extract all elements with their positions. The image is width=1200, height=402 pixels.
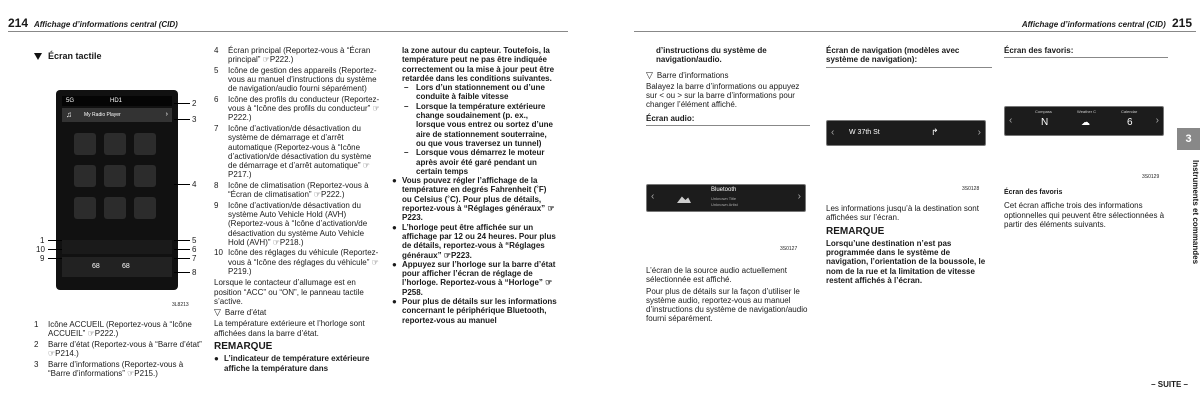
app-tile [134,165,156,187]
leader-line [174,119,190,120]
list-item: 10 Icône des réglages du véhicule (Reportez-vous à “Icône des réglages du véhicule” ☞P219.) [214,248,379,276]
list-item: 1 Icône ACCUEIL (Reportez-vous à “Icône ACCUEIL” ☞P222.) [34,320,192,339]
list-item: 5 Icône de gestion des appareils (Reportez-vous au manuel d’instructions du système de navigation/audio fourni séparément) [214,65,377,94]
list-item: 6 Icône des profils du conducteur (Reportez-vous à “Icône des profils du conducteur” ☞P222.) [214,94,380,123]
fav-caption: Écran des favoris [1004,189,1063,196]
right-col-2 [826,46,992,68]
nav-screen [826,120,986,146]
right-col-3-bottom [1004,188,1168,229]
remarque-heading: REMARQUE [214,341,273,353]
chevron-left-icon: ‹ [651,191,655,202]
audio-title: Bluetooth [711,187,737,193]
audio-heading: Écran audio: [646,114,810,126]
bullet-item: ● Appuyez sur l’horloge sur la barre d’état pour afficher l’écran de réglage de l’horloge. Reportez-vous à “Horloge” ☞P258. [392,259,556,297]
left-col-1 [34,52,202,61]
bluetooth-continued: d’instructions du système de navigation/audio. [656,46,767,65]
audio-screen [646,184,806,212]
leader-line [174,249,190,250]
info-bar [62,108,172,122]
nav-figure [826,110,992,194]
status-signal: 5G [66,98,75,104]
dash-item: – Lors d’un stationnement ou d’une conduite à faible vitesse [404,83,545,102]
audio-line1: Unknown Title [711,196,737,201]
callout-10: 10 [36,245,45,254]
leader-line [48,249,62,250]
status-bar-text: La température extérieure et l’horloge sont affichées dans la barre d’état. [214,319,365,338]
weather-icon: ☁ [1081,117,1090,127]
chevron-left-icon: ‹ [831,127,835,138]
bullet-item: ● Vous pouvez régler l’affichage de la température en degrés Fahrenheit (˚F) ou Celsius (˚C). Pour plus de détails, reportez-vous à “Réglages généraux” ☞P223. [392,176,555,223]
climate-bar [62,257,172,277]
callout-8: 8 [192,268,197,277]
leader-line [174,184,190,185]
info-bar-text: Balayez la barre d’informations ou appuyez sur < ou > sur la barre d’informations pour changer l’élément affiché. [646,81,800,110]
dash-item: – Lorsque vous démarrez le moteur après avoir été garé pendant un certain temps [404,148,545,176]
fav-heading: Écran des favoris: [1004,46,1168,58]
remarque-bullet: ● L’indicateur de température extérieure affiche la température dans [214,354,370,373]
fav-label-1: Compass [1035,109,1052,114]
callout-7: 7 [192,254,197,263]
status-bar [62,96,172,106]
list-item: 9 Icône d’activation/de désactivation du système Auto Vehicle Hold (AVH) (Reportez-vous à “Icône d’activation/de désactivation du système Auto Vehicle Hold (AVH)” ☞P218.) [214,200,368,247]
callout-2: 2 [192,99,197,108]
chevron-right-icon: › [977,127,981,138]
bullet-item: ● L’horloge peut être affichée sur un affichage par 12 ou 24 heures. Pour plus de détails, reportez-vous à “Réglages généraux” ☞P223. [392,222,556,260]
remarque-continued: la zone autour du capteur. Toutefois, la température peut ne pas être indiquée correctement ou la mise à jour peut être retardée dans les conditions suivantes. [402,46,555,83]
leader-line [174,240,190,241]
image-placeholder-icon [677,193,691,203]
triangle-outline-icon: ▽ [646,69,653,80]
turn-arrow-icon: ↱ [931,127,939,137]
callout-5: 5 [192,236,197,245]
right-col-1 [646,46,810,126]
right-col-1-bottom [646,266,810,324]
left-col-1-list [34,320,202,379]
main-screen [62,125,172,237]
right-col-3 [1004,46,1168,58]
fav-screen [1004,106,1164,136]
chevron-right-icon: › [797,191,801,202]
list-item: 2 Barre d’état (Reportez-vous à “Barre d’état” ☞P214.) [34,339,202,359]
right-page [630,0,1200,402]
list-item: 8 Icône de climatisation (Reportez-vous à “Écran de climatisation” ☞P222.) [214,180,369,200]
audio-figure-code: 3S0127 [780,246,798,252]
left-col-2 [214,46,380,373]
leader-line [174,272,190,273]
app-tile [74,165,96,187]
audio-line2: Unknown Artist [711,202,738,207]
fav-label-3: Calendar [1121,109,1138,114]
chevron-right-icon: › [165,111,168,118]
callout-6: 6 [192,245,197,254]
right-header-rule [634,31,1196,32]
nav-text: Les informations jusqu’à la destination sont affichées sur l’écran. [826,204,979,223]
nav-street: W 37th St [849,129,880,136]
app-tile [104,165,126,187]
leader-line [174,103,190,104]
leader-line [174,258,190,259]
right-header-title: Affichage d’informations central (CID) [1021,20,1166,29]
page-gutter [570,0,630,402]
left-header-rule [8,31,568,32]
app-tile [74,197,96,219]
left-page [0,0,570,402]
triangle-outline-icon: ▽ [214,307,221,318]
left-page-number: 214 [8,16,29,30]
audio-text-1: L’écran de la source audio actuellement sélectionnée est affiché. [646,266,787,285]
list-item: 7 Icône d’activation/de désactivation du système de démarrage et d’arrêt automatique (Reportez-vous à “Icône d’activation/de désactivation du système de démarrage et d’arrêt automatique” ☞P217.) [214,123,372,180]
list-item: 3 Barre d’informations (Reportez-vous à “Barre d’informations” ☞P215.) [34,359,184,378]
info-bar-heading: ▽ Barre d’informations [646,69,729,80]
chevron-right-icon: › [1155,115,1159,126]
suite-label: – SUITE – [1151,380,1188,389]
status-bar-heading: ▽ Barre d’état [214,307,267,318]
app-tile [134,133,156,155]
nav-figure-code: 3S0128 [962,186,980,192]
right-page-header [1022,16,1192,30]
left-page-header [8,16,178,30]
ignition-paragraph: Lorsque le contacteur d’allumage est en position “ACC” ou “ON”, le panneau tactile s’active. [214,278,364,306]
climate-right-temp: 68 [122,263,130,270]
chapter-title: Instruments et commandes [1191,160,1200,265]
leader-line [48,258,62,259]
fav-figure [1004,96,1168,182]
fav-label-2: Weather C [1077,109,1097,114]
callout-3: 3 [192,115,197,124]
list-item: 4 Écran principal (Reportez-vous à “Écran principal” ☞P222.) [214,46,371,65]
bullet-item: ● Pour plus de détails sur les informations concernant le périphérique Bluetooth, reportez-vous au manuel [392,297,557,325]
nav-remarque-text: Lorsqu’une destination n’est pas programmée dans le système de navigation, l’orientation de la boussole, le nom de la rue et la limitation de vitesse restent affichés à l’écran. [826,238,986,286]
dash-item: – Lorsque la température extérieure change soudainement (p. ex., lorsque vous entrez ou sortez d’une aire de stationnement souterraine, ou que vous traversez un tunnel) [404,101,553,148]
audio-text-2: Pour plus de détails sur la façon d’utiliser le système audio, reportez-vous au manuel d’instructions du système de navigation/audio fourni séparément. [646,286,808,324]
app-tile [104,197,126,219]
fav-value-2: 6 [1127,117,1133,128]
bottom-icon-bar [62,240,172,254]
triangle-marker-icon [34,53,42,60]
chapter-tab: 3 [1177,128,1200,150]
chevron-left-icon: ‹ [1009,115,1013,126]
fav-text: Cet écran affiche trois des informations optionnelles qui peuvent être sélectionnées à partir des éléments suivants. [1004,201,1165,229]
callout-1: 1 [40,236,45,245]
music-note-icon: ♫ [66,110,72,119]
app-tile [104,133,126,155]
callout-9: 9 [40,254,45,263]
callout-4: 4 [192,180,197,189]
audio-label: My Radio Player [84,112,121,118]
nav-heading: Écran de navigation (modèles avec système de navigation): [826,46,992,68]
fav-figure-code: 3S0129 [1142,174,1160,180]
app-tile [74,133,96,155]
fav-value-1: N [1041,117,1049,128]
audio-figure [646,170,810,260]
touchscreen-figure [34,90,202,310]
app-tile [134,197,156,219]
left-header-title: Affichage d’informations central (CID) [33,20,178,29]
nav-remarque-heading: REMARQUE [826,225,885,237]
leader-line [48,240,62,241]
section-title: Écran tactile [34,52,202,61]
climate-left-temp: 68 [92,263,100,270]
screen-bezel [56,90,178,290]
right-page-number: 215 [1171,16,1192,30]
right-col-2-bottom [826,204,992,285]
figure-code: 3L8213 [172,302,189,308]
status-station: HD1 [110,98,123,104]
left-col-3 [392,46,558,325]
